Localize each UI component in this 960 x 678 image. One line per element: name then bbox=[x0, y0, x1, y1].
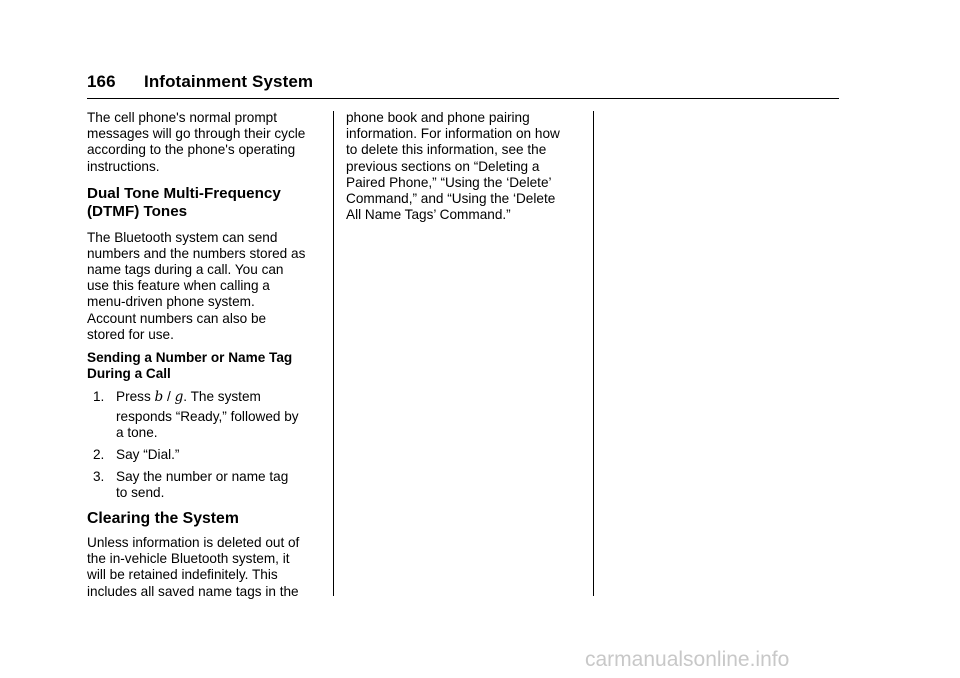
page-header bbox=[87, 72, 313, 92]
text-line: Account numbers can also be bbox=[87, 310, 267, 326]
text-line: Command,” and “Using the ‘Delete bbox=[346, 191, 556, 207]
text-line: information. For information on how bbox=[346, 126, 560, 142]
step-text: Say “Dial.” bbox=[116, 447, 180, 463]
text-line: name tags during a call. You can bbox=[87, 262, 284, 278]
middle-column bbox=[346, 110, 586, 223]
step-item bbox=[87, 469, 327, 501]
header-rule bbox=[87, 98, 839, 99]
text-line: previous sections on “Deleting a bbox=[346, 158, 540, 174]
text-line: the in-vehicle Bluetooth system, it bbox=[87, 551, 290, 567]
dtmf-paragraph bbox=[87, 230, 327, 343]
step-text: a tone. bbox=[116, 424, 158, 440]
subheading-line: During a Call bbox=[87, 366, 171, 382]
icon-separator: / bbox=[163, 389, 175, 405]
heading-line: Dual Tone Multi-Frequency bbox=[87, 184, 281, 202]
push-to-talk-icon: b bbox=[154, 389, 164, 406]
step-text: Say the number or name tag bbox=[116, 469, 289, 485]
text-line: The Bluetooth system can send bbox=[87, 229, 278, 245]
step-number: 3. bbox=[93, 469, 105, 485]
text-line: to delete this information, see the bbox=[346, 142, 547, 158]
step-text: . The system bbox=[183, 389, 261, 405]
text-line: phone book and phone pairing bbox=[346, 110, 530, 125]
text-line: numbers and the numbers stored as bbox=[87, 245, 306, 261]
step-text: to send. bbox=[116, 485, 165, 501]
text-line: Paired Phone,” “Using the ‘Delete’ bbox=[346, 174, 552, 190]
text-line: includes all saved name tags in the bbox=[87, 583, 299, 599]
subheading-line: Sending a Number or Name Tag bbox=[87, 350, 293, 366]
watermark: carmanualsonline.info bbox=[585, 648, 790, 671]
steps-subheading bbox=[87, 350, 327, 382]
step-number: 1. bbox=[93, 389, 105, 405]
text-line: All Name Tags’ Command.” bbox=[346, 207, 511, 223]
phone-icon: g bbox=[174, 389, 184, 406]
text-line: instructions. bbox=[87, 158, 160, 174]
step-text: responds “Ready,” followed by bbox=[116, 408, 299, 424]
text-line: Unless information is deleted out of bbox=[87, 535, 300, 551]
page-number: 166 bbox=[87, 72, 116, 91]
continued-paragraph bbox=[346, 110, 586, 223]
text-line: The cell phone's normal prompt bbox=[87, 110, 277, 125]
text-line: menu-driven phone system. bbox=[87, 294, 255, 310]
column-divider-right bbox=[593, 111, 594, 596]
text-line: messages will go through their cycle bbox=[87, 126, 306, 142]
step-item bbox=[87, 447, 327, 463]
text-line: use this feature when calling a bbox=[87, 278, 270, 294]
text-line: will be retained indefinitely. This bbox=[87, 567, 278, 583]
text-line: stored for use. bbox=[87, 326, 174, 342]
step-text: Press bbox=[116, 389, 155, 405]
step-item bbox=[87, 389, 327, 441]
clearing-paragraph bbox=[87, 535, 327, 600]
clearing-heading: Clearing the System bbox=[87, 509, 239, 527]
intro-paragraph bbox=[87, 110, 327, 175]
column-divider-left bbox=[333, 111, 334, 596]
dtmf-heading bbox=[87, 185, 327, 222]
section-title: Infotainment System bbox=[144, 72, 314, 91]
heading-line: (DTMF) Tones bbox=[87, 203, 188, 221]
text-line: according to the phone's operating bbox=[87, 142, 296, 158]
step-number: 2. bbox=[93, 447, 105, 463]
steps-list bbox=[87, 389, 327, 501]
left-column bbox=[87, 110, 327, 600]
